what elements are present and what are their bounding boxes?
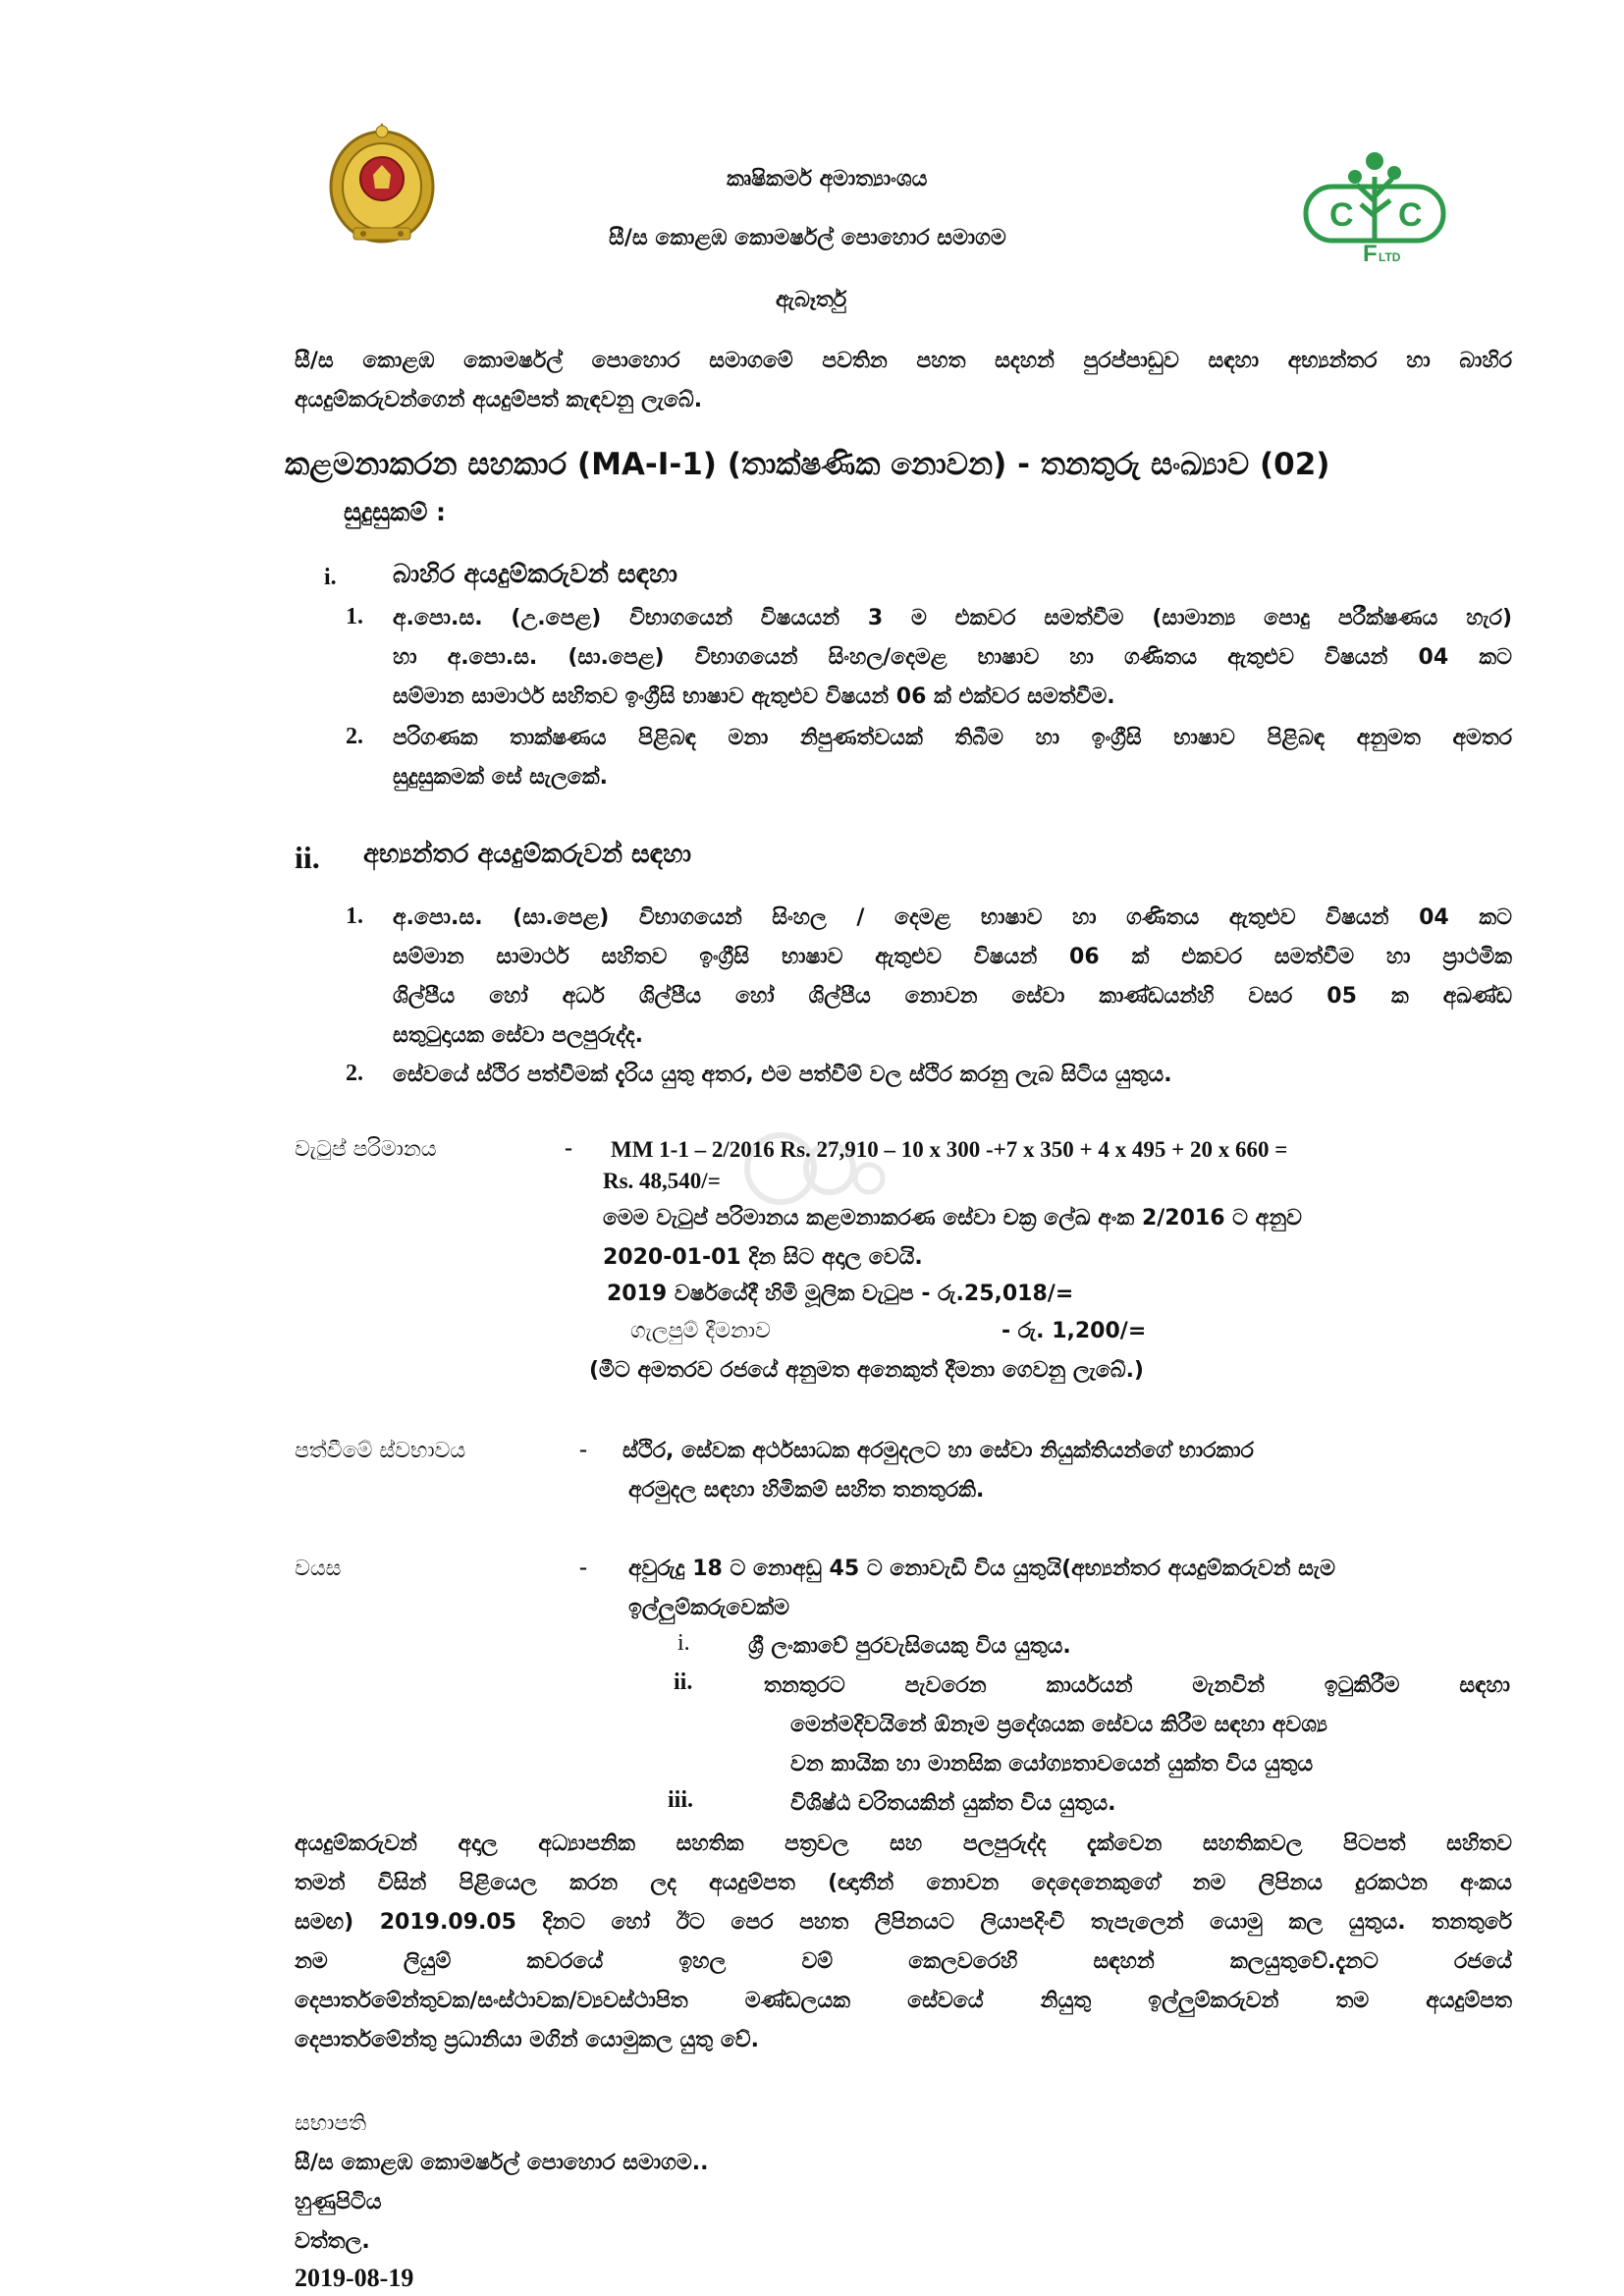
internal-marker: ii. [295,840,320,875]
salary-extra-line: (මීට අමතරව රජයේ අනුමත අනෙකුත් දීමනා ගෙවනු ලැබේ.) [589,1358,1144,1383]
age-label: වයස [295,1557,342,1581]
internal-item-1-line-4: සතුටුදායක සේවා පලපුරුද්ද. [393,1023,643,1048]
internal-item-1-line-3: ශිල්පීය හෝ අර්ධ ශිල්පීය හෝ ශිල්පීය නොවන සේවා කාණ්ඩයන්හි වසර 05 ක අඛණ්ඩ [393,984,1512,1009]
ministry-title: කෘෂිකර්ම අමාත්‍යාංශය [727,167,928,191]
logo-letters-ltd: LTD [1379,250,1401,264]
external-heading: බාහිර අයදුම්කරුවන් සඳහා [393,560,677,589]
notice-title: ඇබෑර්තු [776,288,847,312]
signature-title: සභාපති [295,2111,367,2136]
logo-letter-f: F [1363,241,1378,265]
internal-item-1-line-2: සම්මාන සාමාර්ථ සහිතව ඉංග්‍රීසි භාෂාව ඇතුළුව විෂයන් 06 ක් එකවර සමත්වීම හා ප්‍රාථමික [393,945,1512,969]
age-line-2: ඉල්ලුම්කරුවෙක්ම [628,1596,789,1620]
company-title: සී/ස කොළඹ කොමර්ෂල් පොහොර සමාගම [609,226,1006,250]
qualifications-label: සුදුසුකම් : [344,498,447,526]
signature-place-1: හුණුපිටිය [295,2190,382,2214]
nature-line-1: ස්ථිර, සේවක අර්ථසාධක අරමුදලට හා සේවා නියුක්තියන්ගේ භාරකාර [623,1439,1254,1463]
age-condition-2-line-2: මෙන්මදිවයිනේ ඕනෑම ප්‍රදේශයක සේවය කිරීම සඳහා අවශ්‍ය [790,1713,1327,1737]
internal-item-2-num: 2. [346,1061,363,1086]
age-condition-1-marker: i. [677,1630,690,1656]
internal-item-2-line-1: සේවයේ ස්ථිර පත්වීමක් දැරිය යුතු අතර, එම පත්වීම් වල ස්ථිර කරනු ලැබ සිටිය යුතුය. [393,1063,1172,1087]
sri-lanka-emblem [324,118,440,247]
age-condition-2-marker: ii. [674,1669,693,1695]
age-condition-3-marker: iii. [668,1787,694,1813]
logo-letter-c1: C [1329,196,1354,234]
external-item-1-num: 1. [346,604,363,629]
closing-line-3: සමඟ) 2019.09.05 දිනට හෝ ඊට පෙර පහත ලිපිනයට ලියාපදිංචි තැපැලෙන් යොමු කල යුතුය. තනතුරේ [295,1910,1512,1935]
age-condition-2-line-1: තනතුරට පැවරෙන කාර්යයන් මැනවින් ඉටුකිරීම සඳහා [764,1673,1510,1698]
age-condition-1-line-1: ශ්‍රී ලංකාවේ පුරවැසියෙකු විය යුතුය. [748,1634,1071,1659]
external-item-1-line-1: අ.පො.ස. (උ.පෙළ) විභාගයෙන් විෂයයන් 3 ම එකවර සමත්වීම (සාමාන්‍ය පොදු පරීක්ෂණය හැර) [393,606,1512,630]
salary-allowance-value: - රු. 1,200/= [1001,1319,1147,1343]
external-marker: i. [324,565,337,590]
signature-company: සී/ස කොළඹ කොමර්ෂල් පොහොර සමාගම.. [295,2151,709,2175]
salary-scale-line-2: Rs. 48,540/= [603,1169,721,1193]
nature-label: පත්වීමේ ස්වභාවය [295,1439,466,1463]
closing-line-6: දෙපාර්තමේන්තු ප්‍රධානියා මගින් යොමුකල යුතු වේ. [295,2028,759,2052]
age-line-1: අවුරුදු 18 ට නොඅඩු 45 ට නොවැඩි විය යුතුයි(අභ්‍යන්තර අයදුම්කරුවන් සැම [628,1557,1335,1581]
internal-item-1-num: 1. [346,903,363,929]
salary-scale-line-1: MM 1-1 – 2/2016 Rs. 27,910 – 10 x 300 -+7 x 350 + 4 x 495 + 20 x 660 = [611,1137,1288,1162]
ccf-company-logo [1296,147,1453,265]
salary-effective-line: 2020-01-01 දින සිට අදාල වෙයි. [603,1245,923,1270]
age-dash: - [579,1555,587,1580]
salary-basic-line: 2019 වර්ෂයේදී හිමි මූලික වැටුප - රු.25,018/= [607,1282,1074,1306]
salary-circular-line: මෙම වැටුප් පරිමානය කළමනාකරණ සේවා චක්‍ර ලේඛ අංක 2/2016 ට අනුව [603,1206,1302,1230]
salary-label: වැටුප් පරිමානය [295,1137,437,1162]
signature-date: 2019-08-19 [295,2264,414,2292]
internal-item-1-line-1: අ.පො.ස. (සා.පෙළ) විභාගයෙන් සිංහල / දෙමළ භාෂාව හා ගණිතය ඇතුළුව විෂයන් 04 කට [393,905,1512,930]
nature-line-2: අරමුදල සඳහා හිමිකම් සහිත තනතුරකි. [628,1478,985,1503]
intro-line-2: අයදුම්කරුවන්ගෙන් අයදුම්පත් කැඳවනු ලැබේ. [295,388,703,412]
intro-line-1: සී/ස කොළඹ කොමර්ෂල් පොහොර සමාගමේ පවතින පහත සදහන් පුරප්පාඩුව සඳහා අභ්‍යන්තර හා බාහිර [295,349,1512,373]
closing-line-5: දෙපාර්තමේන්තුවක/සංස්ථාවක/ව්‍යවස්ථාපිත මණ්ඩලයක සේවයේ නියුතු ඉල්ලුම්කරුවන් තම අයදුම්පත [295,1989,1512,2013]
closing-line-1: අයදුම්කරුවන් අදාල අධ්‍යාපනික සහතික පත්‍රවල සහ පලපුරුද්ද දැක්වෙන සහතිකවල පිටපත් සහිතව [295,1831,1512,1856]
salary-allowance-label: ගැලපුම් දීමනාව [630,1319,771,1343]
closing-line-4: නම ලියුම් කවරයේ ඉහල වම් කෙලවරෙහි සඳහන් කලයුතුවේ.දැනට රජයේ [295,1949,1512,1974]
nature-dash: - [579,1437,587,1462]
post-title: කළමනාකරන සහකාර (MA-I-1) (තාක්ෂණික නොවන) - තනතුරු සංඛ්‍යාව (02) [285,447,1330,482]
salary-dash: - [565,1135,572,1161]
signature-place-2: වත්තල. [295,2229,370,2254]
age-condition-2-line-3: වන කායික හා මානසික යෝග්‍යතාවයෙන් යුක්ත විය යුතුය [790,1752,1314,1777]
external-item-2-num: 2. [346,724,363,749]
closing-line-2: තමන් විසින් පිළියෙල කරන ලද අයදුම්පත (ඥාතීන් නොවන දෙදෙනෙකුගේ නම ලිපිනය දුරකථන අංකය [295,1871,1512,1895]
logo-letter-c2: C [1398,196,1423,234]
external-item-1-line-2: හා අ.පො.ස. (සා.පෙළ) විභාගයෙන් සිංහල/දෙමළ භාෂාව හා ගණිතය ඇතුළුව විෂයන් 04 කට [393,645,1512,670]
age-condition-3-line-1: විශිෂ්ඨ චරිතයකින් යුක්ත විය යුතුය. [790,1791,1116,1816]
external-item-2-line-1: පරිගණක තාක්ෂණය පිළිබඳ මනා නිපුණත්වයක් තිබීම හා ඉංග්‍රීසි භාෂාව පිළිබඳ අනුමත අමතර [393,726,1512,750]
external-item-2-line-2: සුදුසුකමක් සේ සැලකේ. [393,765,609,790]
internal-heading: අභ්‍යන්තර අයදුම්කරුවන් සඳහා [363,840,692,869]
external-item-1-line-3: සම්මාන සාමාර්ථ සහිතව ඉංග්‍රීසි භාෂාව ඇතුළුව විෂයන් 06 ක් එක්වර සමත්වීම. [393,684,1115,709]
watermark-logo [722,1120,918,1218]
